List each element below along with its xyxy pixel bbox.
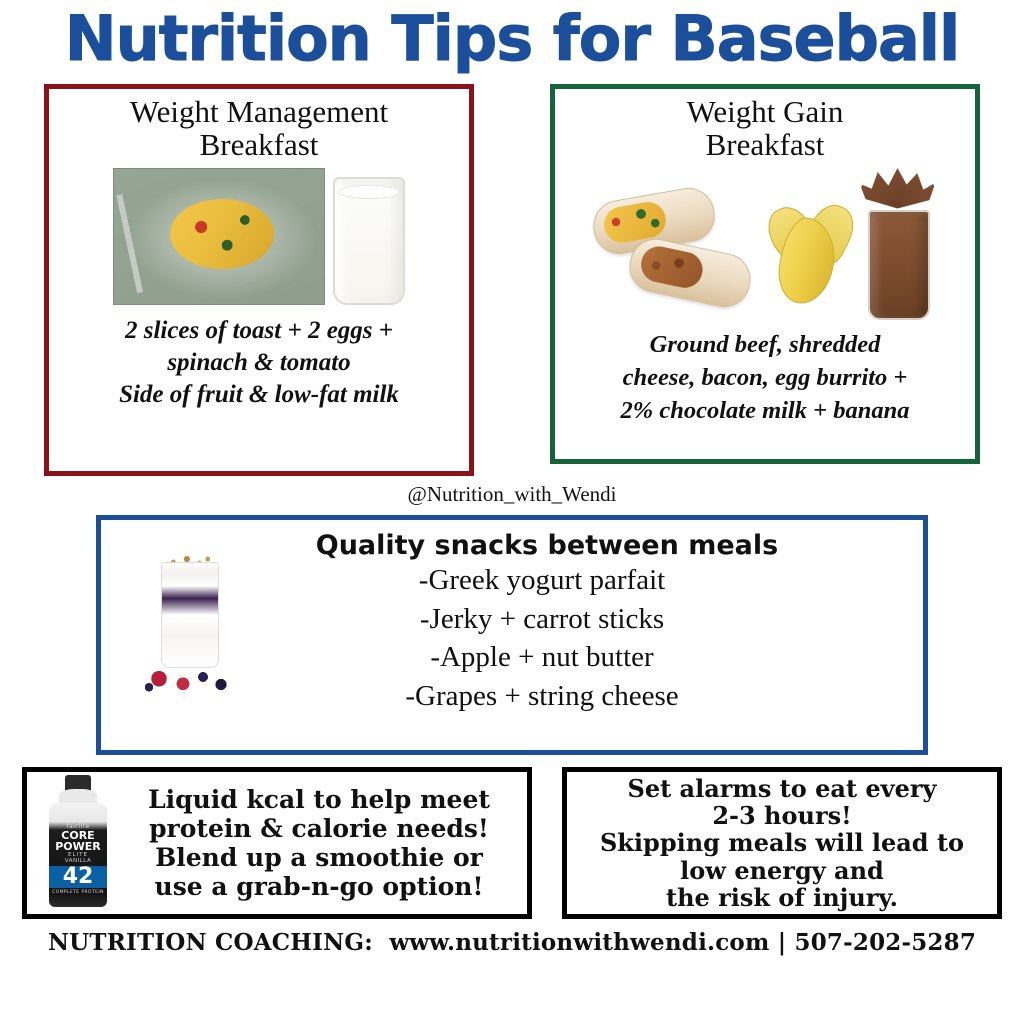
footer-website[interactable]: www.nutritionwithwendi.com — [389, 929, 770, 956]
liquid-calories-tip-box — [22, 767, 532, 919]
liquid-calories-text — [117, 785, 521, 902]
bottle-name: CORE POWER — [55, 829, 101, 853]
weight-gain-line1: Ground beef, shredded — [649, 330, 881, 358]
footer-phone[interactable]: 507-202-5287 — [794, 929, 977, 956]
weight-management-title-line1: Weight Management — [129, 94, 389, 129]
liquid-calories-line4: use a grab-n-go option! — [154, 872, 484, 902]
weight-gain-line3: 2% chocolate milk + banana — [620, 397, 910, 425]
social-handle: @Nutrition_with_Wendi — [407, 482, 617, 506]
liquid-calories-line2: protein & calorie needs! — [149, 813, 489, 843]
weight-management-line3: Side of fruit & low-fat milk — [119, 380, 399, 408]
meal-timing-line2: 2-3 hours! — [712, 800, 852, 830]
burrito-bottom — [624, 234, 755, 312]
bottle-flavor: VANILLA — [64, 858, 92, 864]
breakfast-cards-row — [0, 70, 1024, 476]
burrito-filling — [637, 243, 705, 291]
weight-gain-images — [563, 168, 967, 318]
bottle-protein-grams: 42 — [49, 866, 107, 888]
liquid-calories-line1: Liquid kcal to help meet — [148, 784, 490, 814]
snack-item: -Greek yogurt parfait — [418, 564, 666, 596]
weight-gain-title-line2: Breakfast — [705, 127, 825, 163]
parfait-cup — [161, 562, 219, 668]
yogurt-parfait-photo — [137, 548, 245, 698]
weight-management-card — [44, 84, 474, 476]
breakfast-burrito-photo — [591, 188, 766, 318]
snack-item: -Jerky + carrot sticks — [419, 602, 665, 635]
bottle-subtitle: COMPLETE PROTEIN — [52, 890, 104, 895]
weight-gain-title — [563, 95, 967, 162]
snack-item: -Apple + nut butter — [430, 641, 654, 674]
meal-timing-line3: Skipping meals will lead to — [599, 828, 965, 858]
weight-management-description — [57, 315, 461, 411]
meal-timing-tip-box — [562, 767, 1002, 919]
liquid-calories-line3: Blend up a smoothie or — [155, 843, 483, 872]
weight-management-images — [57, 168, 461, 305]
chocolate-milk-glass — [868, 210, 930, 320]
meal-timing-text — [600, 775, 964, 912]
weight-gain-line2: cheese, bacon, egg burrito + — [622, 364, 908, 391]
bottle-body — [49, 803, 107, 907]
bottle-brand: fairlife — [66, 823, 90, 830]
snack-item: -Grapes + string cheese — [405, 679, 679, 712]
weight-gain-title-line1: Weight Gain — [686, 94, 844, 129]
weight-management-line2: spinach & tomato — [167, 348, 351, 376]
footer-contact — [0, 929, 1024, 956]
bottle-tier: ELITE — [68, 852, 88, 858]
weight-gain-card — [550, 84, 980, 464]
meal-timing-line4: low energy and — [680, 855, 884, 885]
weight-management-line1: 2 slices of toast + 2 eggs + — [124, 316, 394, 344]
weight-gain-description — [563, 328, 967, 427]
core-power-protein-shake-bottle — [39, 775, 117, 911]
footer-separator: | — [777, 929, 787, 956]
parfait-illustration — [137, 548, 245, 698]
weight-management-title — [57, 95, 461, 162]
weight-management-title-line2: Breakfast — [199, 127, 319, 163]
milk-glass-photo — [333, 177, 405, 305]
footer-label: NUTRITION COACHING: — [47, 929, 373, 956]
meal-timing-line1: Set alarms to eat every — [627, 773, 937, 803]
banana-photo — [774, 200, 846, 318]
meal-timing-line5: the risk of injury. — [665, 883, 898, 913]
quality-snacks-box — [96, 515, 928, 755]
parfait-berries — [141, 660, 241, 694]
page-title: Nutrition Tips for Baseball — [64, 2, 960, 75]
chocolate-milk-splash-photo — [854, 168, 940, 318]
bottom-tips-row — [0, 755, 1024, 919]
snacks-heading: Quality snacks between meals — [315, 530, 779, 561]
eggs-toast-plate-photo — [113, 168, 325, 305]
